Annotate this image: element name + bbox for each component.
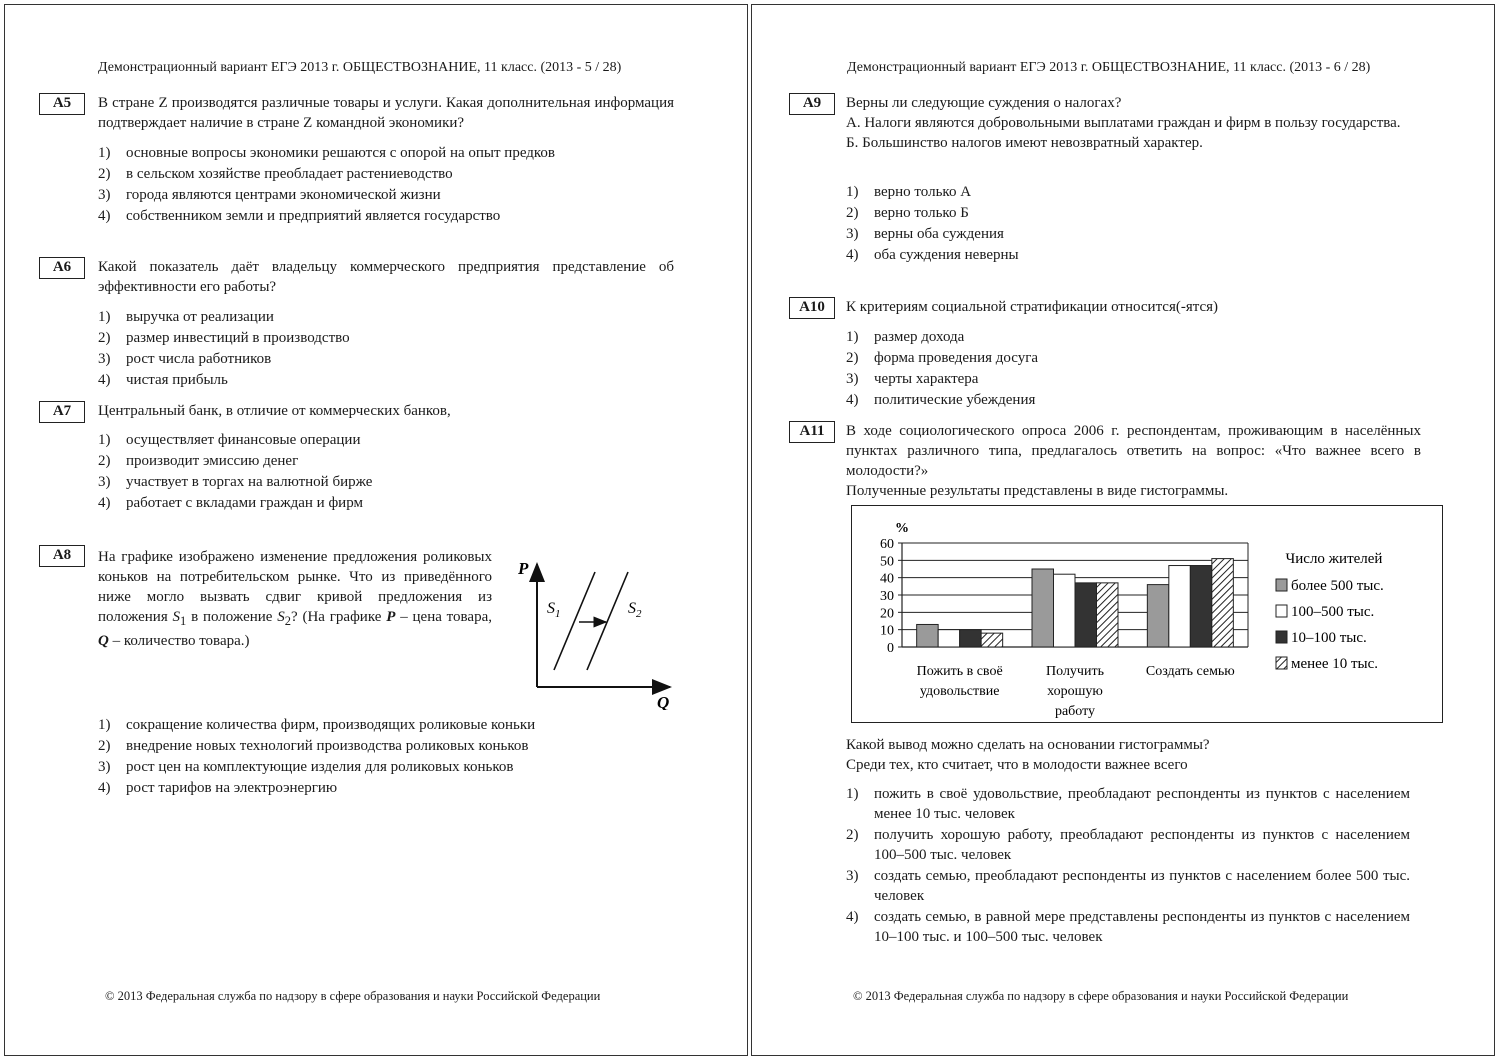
bar bbox=[960, 630, 981, 647]
answer-option[interactable] bbox=[98, 451, 372, 472]
option-number: 1) bbox=[98, 309, 111, 325]
option-number: 2) bbox=[846, 350, 859, 366]
page-header: Демонстрационный вариант ЕГЭ 2013 г. ОБЩЕСТВОЗНАНИЕ, 11 класс. (2013 - 5 / 28) bbox=[98, 60, 622, 75]
option-number: 2) bbox=[98, 738, 111, 754]
option-number: 3) bbox=[846, 226, 859, 242]
y-tick-label: 40 bbox=[880, 571, 894, 587]
option-number: 2) bbox=[98, 453, 111, 469]
question-text-a6: Какой показатель даёт владельцу коммерческого предприятия представление об эффективности его работы? bbox=[98, 259, 674, 295]
answer-option[interactable] bbox=[98, 307, 350, 328]
option-number: 4) bbox=[98, 372, 111, 388]
answer-option[interactable] bbox=[846, 224, 1019, 245]
answer-option[interactable] bbox=[98, 757, 535, 778]
option-number: 3) bbox=[98, 187, 111, 203]
question-conclusion: Какой вывод можно сделать на основании гистограммы? bbox=[846, 737, 1210, 753]
legend-swatch bbox=[1276, 605, 1287, 617]
legend-swatch bbox=[1276, 579, 1287, 591]
question-number-a6: A6 bbox=[39, 257, 85, 279]
option-text: основные вопросы экономики решаются с опорой на опыт предков bbox=[126, 145, 556, 161]
bar bbox=[1190, 566, 1212, 647]
question-text-a11: В ходе социологического опроса 2006 г. респондентам, проживающим в населённых пунктах различного типа, предлагалось ответить на вопрос: «Что важнее всего в молодости?» bbox=[846, 423, 1421, 479]
y-tick-label: 10 bbox=[880, 623, 894, 639]
option-number: 2) bbox=[846, 205, 859, 221]
supply-curve-s2 bbox=[587, 572, 628, 670]
answer-option[interactable] bbox=[98, 472, 372, 493]
legend-label: менее 10 тыс. bbox=[1291, 656, 1379, 672]
answer-option[interactable] bbox=[98, 736, 535, 757]
option-text: города являются центрами экономической жизни bbox=[126, 187, 441, 203]
question-text-part: – цена товара, bbox=[395, 609, 492, 625]
legend-swatch bbox=[1276, 631, 1287, 643]
supply-shift-graph bbox=[510, 550, 680, 710]
question-conclusion-cont: Среди тех, кто считает, что в молодости важнее всего bbox=[846, 757, 1188, 773]
option-number: 3) bbox=[846, 868, 859, 884]
bar bbox=[1147, 585, 1169, 647]
answer-option[interactable] bbox=[98, 206, 555, 227]
legend-title: Число жителей bbox=[1285, 551, 1383, 567]
bar bbox=[1075, 583, 1097, 647]
bar bbox=[917, 624, 939, 647]
s2-label: $S_2$ bbox=[628, 600, 642, 620]
question-text-a11-cont: Полученные результаты представлены в виде гистограммы. bbox=[846, 483, 1229, 499]
option-text: верно только Б bbox=[874, 205, 969, 221]
x-category-label: Получить хорошую работу bbox=[1046, 664, 1104, 719]
options-a5 bbox=[98, 143, 555, 227]
question-text-part: в положение bbox=[186, 609, 278, 625]
statement-a: А. Налоги являются добровольными выплатами граждан и фирм в пользу государства. bbox=[846, 115, 1401, 131]
question-text-a8 bbox=[98, 547, 492, 651]
options-a11 bbox=[846, 784, 1410, 947]
bar bbox=[981, 633, 1003, 647]
option-text: черты характера bbox=[874, 371, 979, 387]
option-number: 4) bbox=[846, 909, 859, 925]
answer-option[interactable] bbox=[98, 164, 555, 185]
option-number: 1) bbox=[846, 184, 859, 200]
left-page bbox=[4, 4, 748, 1056]
legend-label: 10–100 тыс. bbox=[1291, 630, 1367, 646]
option-number: 1) bbox=[98, 432, 111, 448]
option-number: 3) bbox=[98, 351, 111, 367]
bar bbox=[1212, 559, 1234, 647]
legend-swatch bbox=[1276, 657, 1287, 669]
bar bbox=[1097, 583, 1119, 647]
question-number-a7: A7 bbox=[39, 401, 85, 423]
bar bbox=[938, 630, 960, 647]
supply-curve-s1 bbox=[554, 572, 595, 670]
question-number-a10: A10 bbox=[789, 297, 835, 319]
option-text: осуществляет финансовые операции bbox=[126, 432, 361, 448]
question-text-a10: К критериям социальной стратификации относится(-ятся) bbox=[846, 299, 1219, 315]
answer-option[interactable] bbox=[846, 245, 1019, 266]
answer-option[interactable] bbox=[846, 825, 1410, 865]
option-number: 2) bbox=[846, 827, 859, 843]
option-number: 4) bbox=[846, 247, 859, 263]
answer-option[interactable] bbox=[846, 390, 1038, 411]
answer-option[interactable] bbox=[98, 185, 555, 206]
option-text: политические убеждения bbox=[874, 392, 1036, 408]
option-number: 1) bbox=[846, 786, 859, 802]
answer-option[interactable] bbox=[846, 348, 1038, 369]
y-tick-label: 0 bbox=[887, 641, 894, 656]
p-axis-label: P bbox=[518, 559, 529, 578]
legend-label: более 500 тыс. bbox=[1291, 578, 1384, 594]
option-number: 3) bbox=[98, 759, 111, 775]
option-text: сокращение количества фирм, производящих роликовые коньки bbox=[126, 717, 536, 733]
bar bbox=[1032, 569, 1054, 647]
question-text-a5: В стране Z производятся различные товары и услуги. Какая дополнительная информация подтверждает наличие в стране Z командной экономики? bbox=[98, 95, 674, 131]
option-text: внедрение новых технологий производства роликовых коньков bbox=[126, 738, 529, 754]
s2-symbol: S bbox=[277, 609, 285, 625]
answer-option[interactable] bbox=[98, 328, 350, 349]
y-tick-label: 50 bbox=[880, 554, 894, 570]
answer-option[interactable] bbox=[846, 182, 1019, 203]
answer-option[interactable] bbox=[98, 370, 350, 391]
bar bbox=[1054, 574, 1076, 647]
answer-option[interactable] bbox=[846, 203, 1019, 224]
statement-b: Б. Большинство налогов имеют невозвратный характер. bbox=[846, 135, 1203, 151]
option-text: рост цен на комплектующие изделия для роликовых коньков bbox=[126, 759, 514, 775]
question-number-a9: A9 bbox=[789, 93, 835, 115]
question-followup-a11 bbox=[846, 735, 1421, 775]
q-symbol: Q bbox=[98, 633, 109, 649]
option-number: 4) bbox=[98, 208, 111, 224]
question-number-a8: A8 bbox=[39, 545, 85, 567]
option-number: 2) bbox=[98, 330, 111, 346]
p-symbol: P bbox=[386, 609, 396, 625]
option-text: создать семью, преобладают респонденты из пунктов с населением более 500 тыс. человек bbox=[874, 868, 1410, 904]
question-block-a11 bbox=[846, 421, 1421, 501]
option-number: 4) bbox=[98, 780, 111, 796]
answer-option[interactable] bbox=[98, 143, 555, 164]
question-text-part: – количество товара.) bbox=[108, 633, 250, 649]
s1-subscript: 1 bbox=[180, 614, 187, 628]
options-a10 bbox=[846, 327, 1038, 411]
answer-option[interactable] bbox=[846, 907, 1410, 947]
option-text: участвует в торгах на валютной бирже bbox=[126, 474, 373, 490]
question-text-part: ? (На графике bbox=[291, 609, 387, 625]
option-text: работает с вкладами граждан и фирм bbox=[126, 495, 363, 511]
bar bbox=[1169, 566, 1191, 647]
page-footer: © 2013 Федеральная служба по надзору в сфере образования и науки Российской Федерации bbox=[105, 989, 601, 1003]
question-text-a7: Центральный банк, в отличие от коммерческих банков, bbox=[98, 403, 451, 419]
question-text-part: На графике изображено изменение предложения роликовых коньков на потребительском рынке. Что из приведённого ниже могло вызвать сдвиг кривой предложения из положения bbox=[98, 549, 492, 625]
option-text: чистая прибыль bbox=[126, 372, 228, 388]
option-text: размер дохода bbox=[874, 329, 965, 345]
option-number: 4) bbox=[846, 392, 859, 408]
histogram bbox=[852, 506, 1442, 722]
options-a9 bbox=[846, 182, 1019, 266]
y-tick-label: 20 bbox=[880, 606, 894, 622]
option-number: 1) bbox=[846, 329, 859, 345]
s2-subscript: 2 bbox=[284, 614, 292, 628]
option-text: производит эмиссию денег bbox=[126, 453, 299, 469]
option-text: создать семью, в равной мере представлены респонденты из пунктов с населением 10–100 тыс. и 100–500 тыс. человек bbox=[874, 909, 1410, 945]
option-text: оба суждения неверны bbox=[874, 247, 1019, 263]
answer-option[interactable] bbox=[98, 493, 372, 514]
answer-option[interactable] bbox=[98, 430, 372, 451]
y-tick-label: 30 bbox=[880, 589, 894, 604]
x-category-label: Пожить в своё удовольствие bbox=[916, 664, 1003, 699]
option-text: рост тарифов на электроэнергию bbox=[126, 780, 338, 796]
y-axis-unit: % bbox=[895, 521, 909, 536]
question-text-a9: Верны ли следующие суждения о налогах? bbox=[846, 95, 1122, 111]
option-text: получить хорошую работу, преобладают респонденты из пунктов с населением 100–500 тыс. человек bbox=[874, 827, 1410, 863]
option-text: выручка от реализации bbox=[126, 309, 274, 325]
option-number: 4) bbox=[98, 495, 111, 511]
option-text: собственником земли и предприятий является государство bbox=[126, 208, 501, 224]
answer-option[interactable] bbox=[846, 866, 1410, 906]
answer-option[interactable] bbox=[846, 784, 1410, 824]
options-a7 bbox=[98, 430, 372, 514]
question-number-a11: A11 bbox=[789, 421, 835, 443]
answer-option[interactable] bbox=[846, 327, 1038, 348]
options-a8 bbox=[98, 715, 535, 799]
question-block-a9 bbox=[846, 93, 1421, 153]
option-text: в сельском хозяйстве преобладает растениеводство bbox=[126, 166, 453, 182]
options-a6 bbox=[98, 307, 350, 391]
option-number: 3) bbox=[846, 371, 859, 387]
page-footer: © 2013 Федеральная служба по надзору в сфере образования и науки Российской Федерации bbox=[853, 989, 1349, 1003]
q-axis-label: Q bbox=[657, 693, 670, 710]
option-text: верны оба суждения bbox=[874, 226, 1004, 242]
option-text: форма проведения досуга bbox=[874, 350, 1039, 366]
answer-option[interactable] bbox=[98, 715, 535, 736]
histogram-frame bbox=[851, 505, 1443, 723]
answer-option[interactable] bbox=[98, 349, 350, 370]
s1-label: $S_1$ bbox=[547, 600, 561, 620]
page-header: Демонстрационный вариант ЕГЭ 2013 г. ОБЩЕСТВОЗНАНИЕ, 11 класс. (2013 - 6 / 28) bbox=[847, 60, 1371, 75]
y-tick-label: 60 bbox=[880, 537, 894, 552]
option-number: 1) bbox=[98, 717, 111, 733]
right-page bbox=[751, 4, 1495, 1056]
legend-label: 100–500 тыс. bbox=[1291, 604, 1375, 620]
option-number: 2) bbox=[98, 166, 111, 182]
option-text: верно только А bbox=[874, 184, 972, 200]
s1-symbol: S bbox=[172, 609, 181, 625]
x-category-label: Создать семью bbox=[1145, 664, 1235, 679]
option-number: 1) bbox=[98, 145, 111, 161]
question-number-a5: A5 bbox=[39, 93, 85, 115]
answer-option[interactable] bbox=[846, 369, 1038, 390]
option-text: размер инвестиций в производство bbox=[126, 330, 350, 346]
option-number: 3) bbox=[98, 474, 111, 490]
option-text: пожить в своё удовольствие, преобладают респонденты из пунктов с населением менее 10 тыс. человек bbox=[874, 786, 1410, 822]
option-text: рост числа работников bbox=[126, 351, 272, 367]
answer-option[interactable] bbox=[98, 778, 535, 799]
